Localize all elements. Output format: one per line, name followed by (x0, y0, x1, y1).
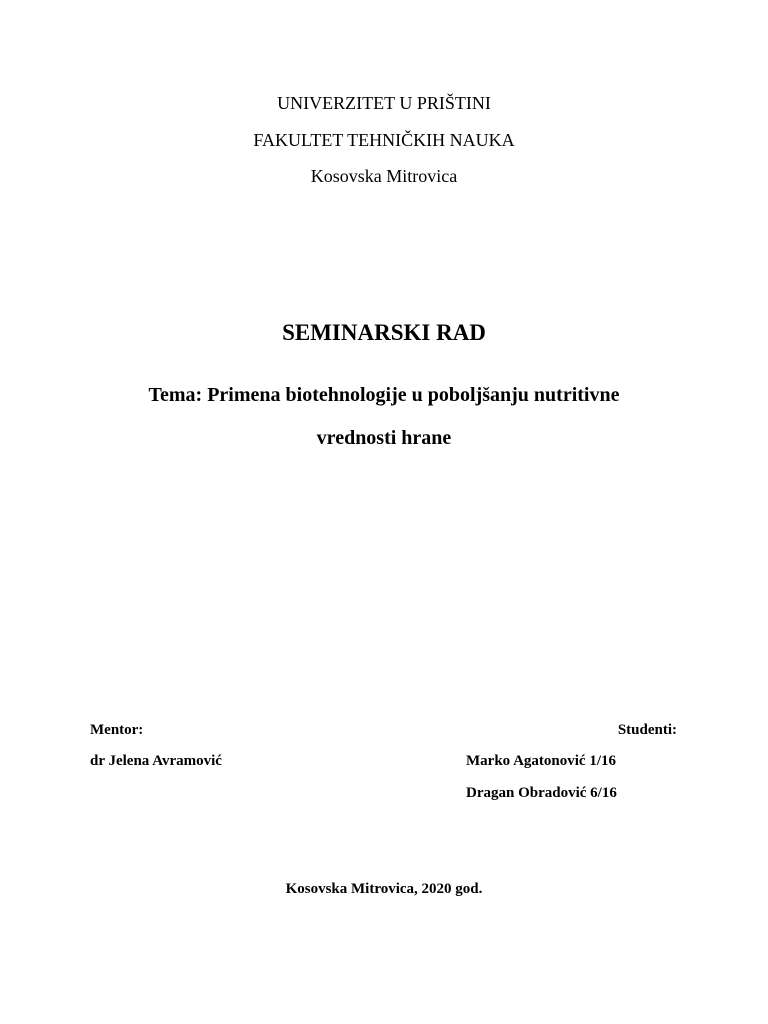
city-name: Kosovska Mitrovica (310, 166, 458, 186)
student-entry: Dragan Obradović 6/16 (466, 785, 617, 801)
faculty-name: FAKULTET TEHNIČKIH NAUKA (253, 130, 515, 150)
university-name: UNIVERZITET U PRIŠTINI (277, 93, 491, 113)
mentor-name: dr Jelena Avramović (90, 753, 222, 769)
document-type-title: SEMINARSKI RAD (282, 320, 486, 345)
topic-line-1: Tema: Primena biotehnologije u poboljšanju nutritivne (148, 384, 620, 406)
students-label: Studenti: (617, 722, 677, 738)
footer-place-date: Kosovska Mitrovica, 2020 god. (285, 881, 483, 897)
student-entry: Marko Agatonović 1/16 (466, 753, 616, 769)
mentor-label: Mentor: (90, 722, 144, 738)
topic-line-2: vrednosti hrane (316, 427, 452, 449)
